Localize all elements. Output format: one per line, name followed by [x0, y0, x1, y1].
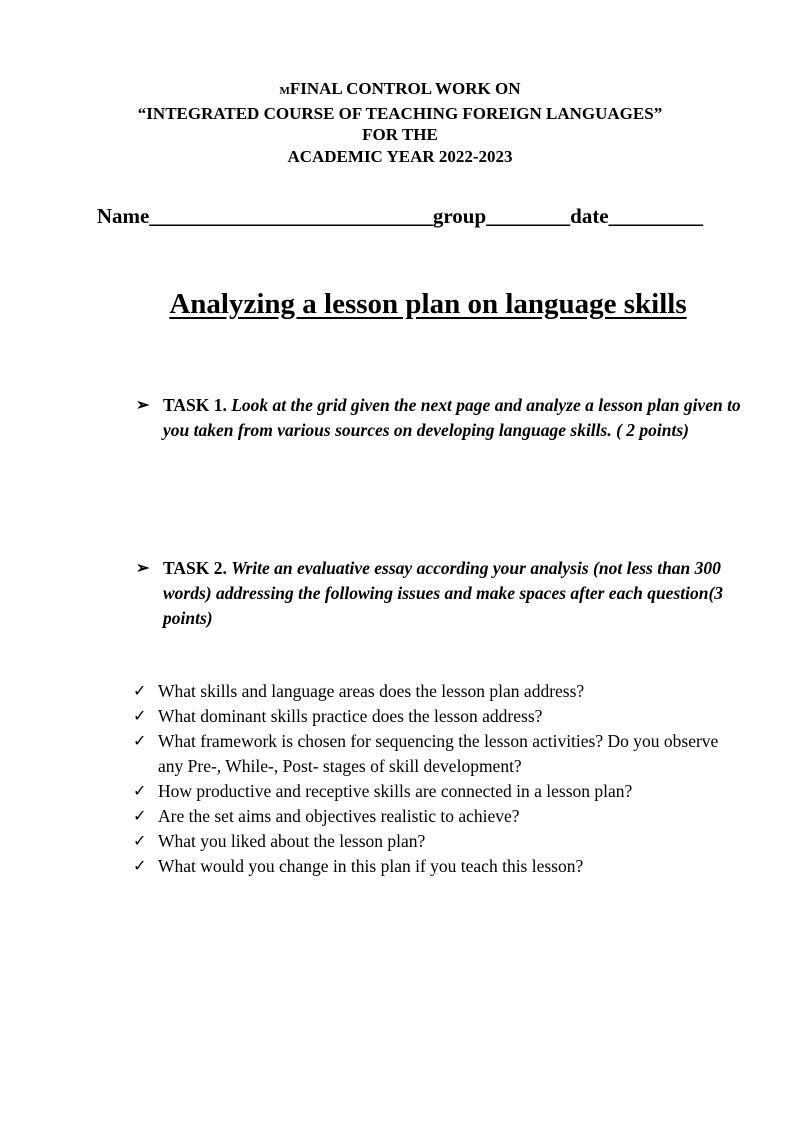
- list-item: [133, 854, 733, 879]
- header-line-2: “INTEGRATED COURSE OF TEACHING FOREIGN LANGUAGES”: [137, 103, 663, 123]
- question-text: Are the set aims and objectives realistic to achieve?: [158, 806, 520, 826]
- checkmark-icon: ✓: [133, 833, 147, 850]
- question-text: What framework is chosen for sequencing the lesson activities? Do you observe any Pre-, While-, Post- stages of skill development?: [158, 731, 719, 776]
- checkmark-icon: ✓: [133, 858, 147, 875]
- header-line-4: ACADEMIC YEAR 2022-2023: [287, 146, 513, 166]
- task-1-lead: TASK 1.: [163, 395, 227, 415]
- task-1-body: [163, 393, 746, 443]
- arrow-bullet-icon: ➢: [136, 397, 150, 414]
- task-2-body: [163, 556, 746, 631]
- task-2: [136, 556, 746, 631]
- document-header: [0, 78, 800, 167]
- name-group-date-line: Name___________________________group________date_________: [96, 204, 704, 228]
- question-text: What would you change in this plan if you teach this lesson?: [158, 856, 584, 876]
- task-2-lead: TASK 2.: [163, 558, 227, 578]
- checkmark-icon: ✓: [133, 733, 147, 750]
- checkmark-icon: ✓: [133, 808, 147, 825]
- question-list: [133, 679, 733, 879]
- task-1: [136, 393, 746, 443]
- list-item: [133, 779, 733, 804]
- checkmark-icon: ✓: [133, 783, 147, 800]
- list-item: [133, 679, 733, 704]
- header-prefix: M: [279, 85, 290, 97]
- question-text: What dominant skills practice does the lesson address?: [158, 706, 543, 726]
- arrow-bullet-icon: ➢: [136, 560, 150, 577]
- question-text: What skills and language areas does the lesson plan address?: [158, 681, 585, 701]
- header-line-1: [0, 78, 800, 103]
- list-item: [133, 829, 733, 854]
- checkmark-icon: ✓: [133, 708, 147, 725]
- header-line-3: FOR THE: [362, 125, 438, 144]
- checkmark-icon: ✓: [133, 683, 147, 700]
- list-item: [133, 704, 733, 729]
- question-text: How productive and receptive skills are connected in a lesson plan?: [158, 781, 633, 801]
- task-1-text: Look at the grid given the next page and analyze a lesson plan given to you taken from various sources on developing language skills. ( 2 points): [163, 395, 741, 440]
- page-title: Analyzing a lesson plan on language skills: [169, 288, 687, 320]
- task-2-text: Write an evaluative essay according your analysis (not less than 300 words) addressing the following issues and make spaces after each question(3 points): [163, 558, 724, 628]
- header-line-1-text: FINAL CONTROL WORK ON: [289, 79, 521, 98]
- list-item: [133, 729, 733, 779]
- list-item: [133, 804, 733, 829]
- question-text: What you liked about the lesson plan?: [158, 831, 426, 851]
